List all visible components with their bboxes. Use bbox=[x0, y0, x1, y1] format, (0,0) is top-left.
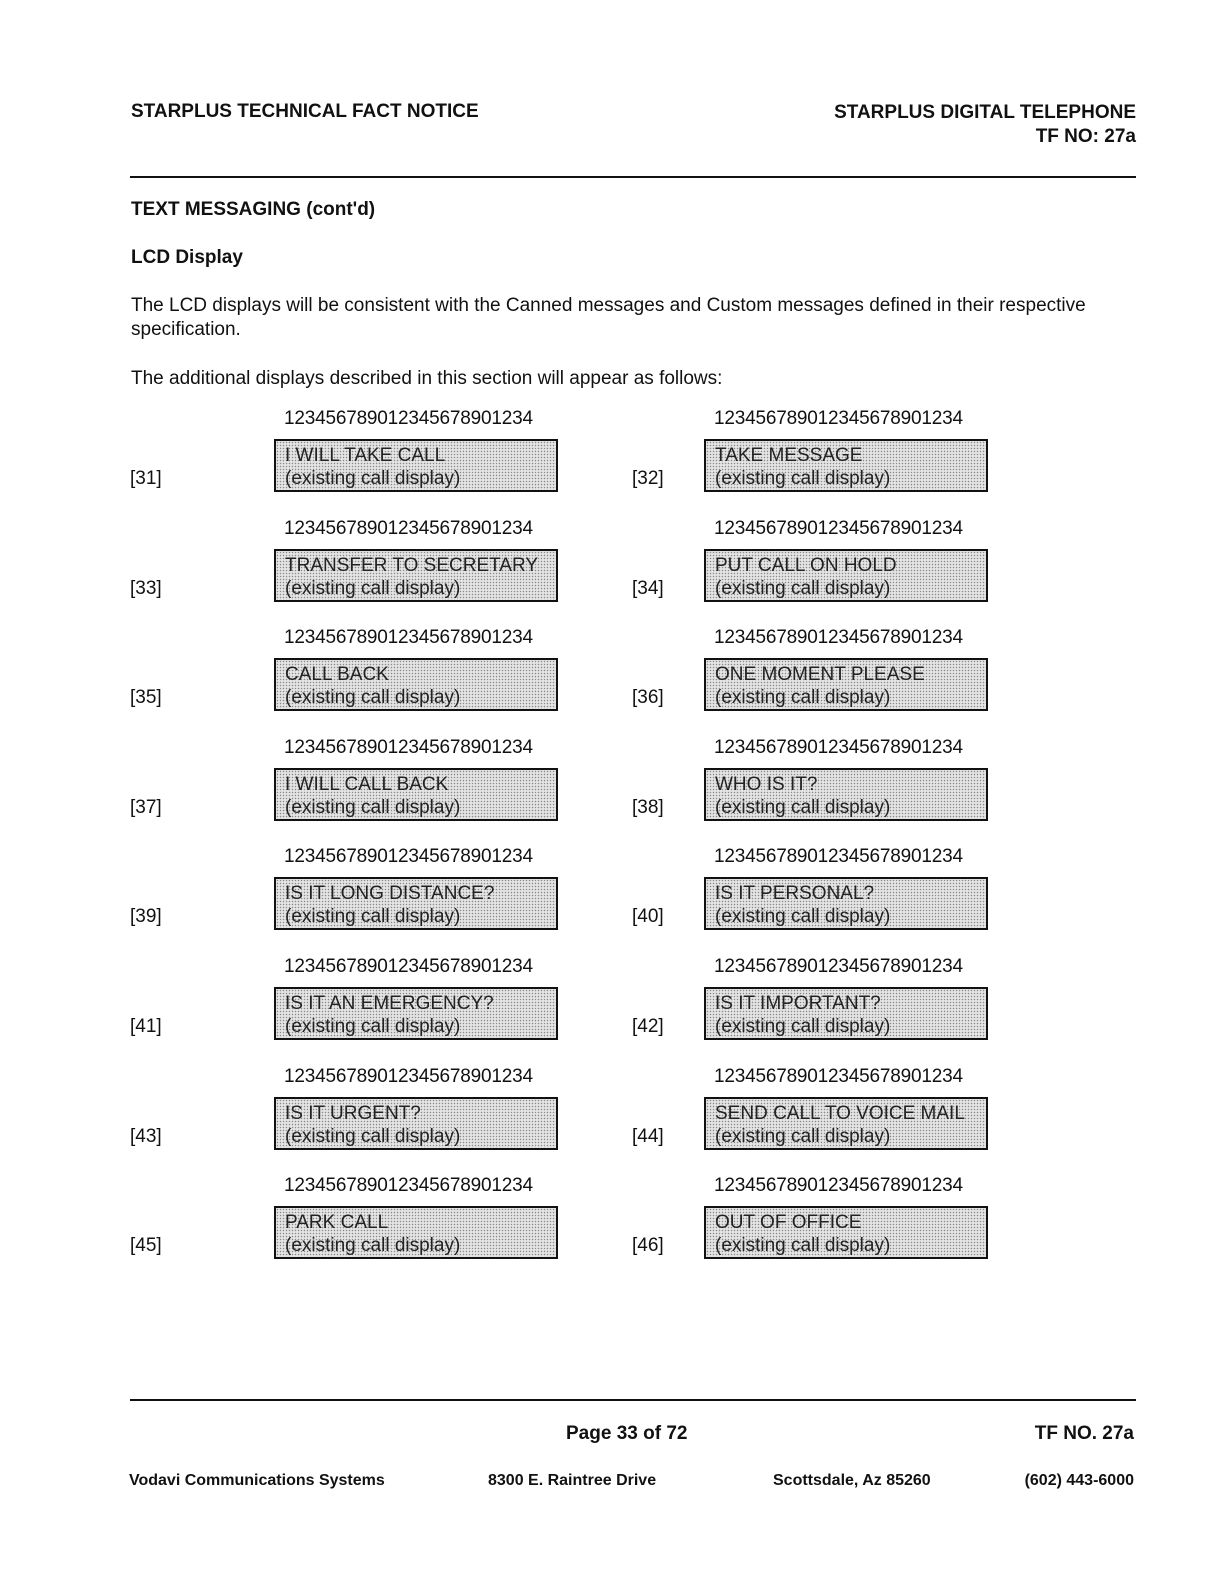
section-title: TEXT MESSAGING (cont'd) bbox=[131, 199, 376, 220]
lcd-call-info-line: (existing call display) bbox=[285, 687, 461, 709]
lcd-display bbox=[704, 987, 988, 1040]
subsection-title: LCD Display bbox=[131, 247, 243, 268]
lcd-display bbox=[274, 877, 558, 930]
displays-intro: The additional displays described in this section will appear as follows: bbox=[131, 368, 723, 389]
display-number: [37] bbox=[130, 796, 162, 818]
character-ruler: 123456789012345678901234 bbox=[284, 408, 533, 429]
display-number: [43] bbox=[130, 1125, 162, 1147]
character-ruler: 123456789012345678901234 bbox=[284, 956, 533, 977]
lcd-call-info-line: (existing call display) bbox=[285, 1235, 461, 1257]
lcd-call-info-line: (existing call display) bbox=[715, 1125, 891, 1147]
lcd-display bbox=[704, 549, 988, 602]
lcd-display bbox=[274, 768, 558, 821]
display-number: [34] bbox=[632, 577, 664, 599]
lcd-message-line: TRANSFER TO SECRETARY bbox=[285, 554, 539, 576]
character-ruler: 123456789012345678901234 bbox=[714, 627, 963, 649]
lcd-display bbox=[704, 877, 988, 930]
lcd-message-line: SEND CALL TO VOICE MAIL bbox=[715, 1102, 965, 1124]
character-ruler: 123456789012345678901234 bbox=[714, 1175, 963, 1197]
header-divider bbox=[130, 176, 1136, 178]
footer-city: Scottsdale, Az 85260 bbox=[773, 1472, 931, 1489]
lcd-message-line: WHO IS IT? bbox=[715, 773, 818, 795]
lcd-call-info-line: (existing call display) bbox=[715, 468, 891, 489]
lcd-message-line: OUT OF OFFICE bbox=[715, 1212, 862, 1234]
lcd-message-line: IS IT URGENT? bbox=[285, 1102, 421, 1124]
display-number: [40] bbox=[632, 906, 664, 928]
footer-divider bbox=[130, 1399, 1136, 1401]
lcd-display bbox=[274, 987, 558, 1040]
character-ruler: 123456789012345678901234 bbox=[714, 517, 963, 539]
lcd-call-info-line: (existing call display) bbox=[715, 1235, 891, 1257]
lcd-call-info-line: (existing call display) bbox=[285, 796, 461, 818]
lcd-call-info-line: (existing call display) bbox=[285, 577, 461, 599]
lcd-call-info-line: (existing call display) bbox=[285, 1016, 461, 1037]
display-number: [39] bbox=[130, 906, 162, 928]
lcd-call-info-line: (existing call display) bbox=[285, 468, 461, 489]
footer-address: 8300 E. Raintree Drive bbox=[488, 1472, 657, 1489]
lcd-display bbox=[274, 1206, 558, 1259]
lcd-call-info-line: (existing call display) bbox=[715, 906, 891, 928]
lcd-display bbox=[704, 658, 988, 711]
lcd-call-info-line: (existing call display) bbox=[715, 577, 891, 599]
lcd-display bbox=[274, 1097, 558, 1150]
lcd-message-line: ONE MOMENT PLEASE bbox=[715, 664, 925, 686]
display-number: [42] bbox=[632, 1016, 664, 1037]
lcd-message-line: I WILL CALL BACK bbox=[285, 773, 449, 795]
lcd-message-line: IS IT LONG DISTANCE? bbox=[285, 883, 495, 905]
intro-paragraph: The LCD displays will be consistent with the Canned messages and Custom messages defined in their respective specification. bbox=[131, 295, 1086, 340]
character-ruler: 123456789012345678901234 bbox=[284, 627, 533, 649]
lcd-call-info-line: (existing call display) bbox=[285, 1125, 461, 1147]
display-number: [36] bbox=[632, 687, 664, 709]
display-number: [44] bbox=[632, 1125, 664, 1147]
lcd-call-info-line: (existing call display) bbox=[715, 1016, 891, 1037]
display-number: [38] bbox=[632, 796, 664, 818]
page-number: Page 33 of 72 bbox=[566, 1423, 688, 1444]
lcd-message-line: IS IT PERSONAL? bbox=[715, 883, 875, 905]
lcd-display bbox=[274, 658, 558, 711]
footer-company: Vodavi Communications Systems bbox=[129, 1472, 385, 1489]
display-number: [31] bbox=[130, 468, 162, 489]
header-right-title: STARPLUS DIGITAL TELEPHONE bbox=[834, 102, 1136, 123]
display-number: [35] bbox=[130, 687, 162, 709]
header-tf-number: TF NO: 27a bbox=[1035, 126, 1136, 147]
character-ruler: 123456789012345678901234 bbox=[284, 517, 533, 539]
character-ruler: 123456789012345678901234 bbox=[284, 1175, 533, 1197]
lcd-message-line: PARK CALL bbox=[285, 1212, 389, 1234]
lcd-display bbox=[704, 768, 988, 821]
header-left-title: STARPLUS TECHNICAL FACT NOTICE bbox=[131, 101, 479, 122]
display-number: [41] bbox=[130, 1016, 162, 1037]
lcd-display bbox=[274, 439, 558, 492]
lcd-message-line: TAKE MESSAGE bbox=[715, 445, 863, 466]
display-number: [46] bbox=[632, 1235, 664, 1257]
lcd-message-line: CALL BACK bbox=[285, 664, 389, 686]
lcd-call-info-line: (existing call display) bbox=[285, 906, 461, 928]
footer-tf-number: TF NO. 27a bbox=[1034, 1423, 1134, 1444]
lcd-message-line: PUT CALL ON HOLD bbox=[715, 554, 897, 576]
lcd-message-line: IS IT AN EMERGENCY? bbox=[285, 993, 494, 1014]
lcd-display bbox=[704, 1097, 988, 1150]
lcd-display bbox=[704, 1206, 988, 1259]
character-ruler: 123456789012345678901234 bbox=[284, 1065, 533, 1087]
lcd-call-info-line: (existing call display) bbox=[715, 796, 891, 818]
character-ruler: 123456789012345678901234 bbox=[714, 846, 963, 868]
lcd-display bbox=[274, 549, 558, 602]
display-number: [45] bbox=[130, 1235, 162, 1257]
character-ruler: 123456789012345678901234 bbox=[714, 736, 963, 758]
display-number: [33] bbox=[130, 577, 162, 599]
character-ruler: 123456789012345678901234 bbox=[714, 408, 963, 429]
lcd-message-line: I WILL TAKE CALL bbox=[285, 445, 446, 466]
lcd-display bbox=[704, 439, 988, 492]
character-ruler: 123456789012345678901234 bbox=[284, 846, 533, 868]
lcd-message-line: IS IT IMPORTANT? bbox=[715, 993, 881, 1014]
character-ruler: 123456789012345678901234 bbox=[284, 736, 533, 758]
character-ruler: 123456789012345678901234 bbox=[714, 1065, 963, 1087]
character-ruler: 123456789012345678901234 bbox=[714, 956, 963, 977]
footer-phone: (602) 443-6000 bbox=[1024, 1472, 1134, 1489]
display-number: [32] bbox=[632, 468, 664, 489]
lcd-call-info-line: (existing call display) bbox=[715, 687, 891, 709]
